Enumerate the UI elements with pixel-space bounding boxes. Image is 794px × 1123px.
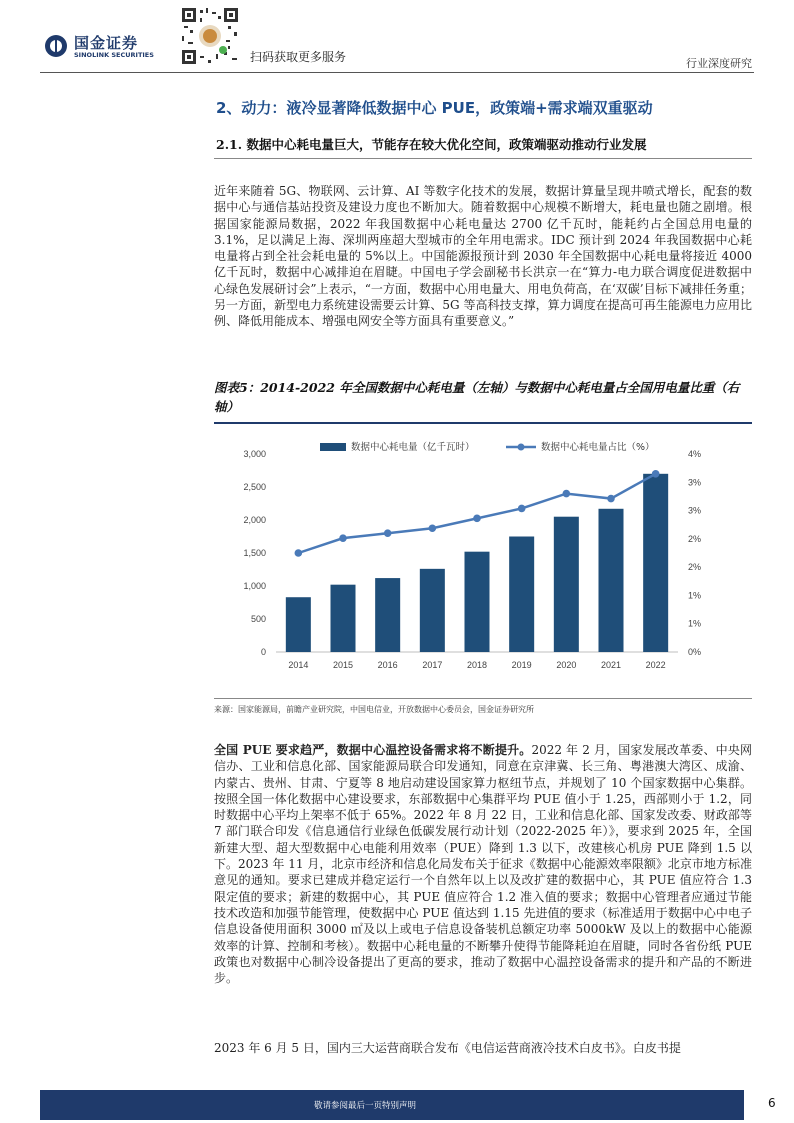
x-tick-label: 2018 [466,660,488,670]
company-logo [44,32,184,62]
left-tick-label: 3,000 [243,449,266,459]
legend-label-bars: 数据中心耗电量（亿千瓦时） [351,442,475,453]
bar [464,552,489,652]
ratio-point [384,529,392,537]
logo-mark-icon [44,34,68,58]
right-tick-label: 0% [688,647,702,657]
right-tick-label: 3% [688,505,702,516]
x-tick-label: 2020 [556,660,577,670]
figure-source: 来源：国家能源局，前瞻产业研究院，中国电信业，开放数据中心委员会，国金证券研究所 [214,705,534,714]
legend-swatch-bars [320,443,346,451]
logo-text-en: SINOLINK SECURITIES [74,51,154,59]
qr-code-icon[interactable] [180,6,240,66]
footer-disclaimer: 敬请参阅最后一页特别声明 [314,1101,417,1111]
ratio-point [429,524,437,532]
x-tick-label: 2019 [511,660,532,670]
x-tick-label: 2015 [332,660,354,670]
x-tick-label: 2016 [377,660,398,670]
subsection-title: 2.1. 数据中心耗电量巨大，节能存在较大优化空间，政策端驱动推动行业发展 [216,137,647,152]
subsection-divider [214,158,752,159]
report-type: 行业深度研究 [686,57,752,70]
figure-title: 图表5：2014-2022 年全国数据中心耗电量（左轴）与数据中心耗电量占全国用电量比重（右轴） [214,380,740,414]
electricity-chart [214,428,752,696]
ratio-point [473,515,481,523]
left-tick-label: 500 [250,614,266,624]
page-number: 6 [768,1096,776,1110]
header-divider [40,72,754,73]
body-paragraph-3: 2023 年 6 月 5 日，国内三大运营商联合发布《电信运营商液冷技术白皮书》。白皮书提 [214,1041,681,1055]
right-tick-label: 1% [688,618,702,629]
ratio-point [518,505,526,513]
ratio-point [652,470,660,478]
bar [330,585,355,652]
ratio-point [339,534,347,542]
ratio-point [563,490,571,498]
left-tick-label: 1,000 [243,581,266,591]
page-footer [0,1090,794,1123]
paragraph-body: 2022 年 2 月，国家发展改革委、中央网信办、工业和信息化部、国家能源局联合印发通知，同意在京津冀、长三角、粤港澳大湾区、成渝、内蒙古、贵州、甘肃、宁夏等 8 地启动建设国家算力枢纽节点，并规划了 10 个国家数据中心集群。按照全国一体化数据中心建设要求，东部数据中心集群平均 PUE 值小于 1.25，西部则小于 1.2，同时数据中心平均上架率不低于 65%。2022 年 8 月 22 日，工业和信息化部、国家发改委、财政部等 7 部门联合印发《信息通信行业绿色低碳发展行动计划（2022-2025 年）》，要求到 2025 年，全国新建大型、超大型数据中心电能利用效率（PUE）降到 1.3 以下，改建核心机房 PUE 降到 1.5 以下。2023 年 11 月，北京市经济和信息化局发布关于征求《数据中心能源效率限额》北京市地方标准意见的通知。要求已建成并稳定运行一个自然年以上以及改扩建的数据中心，其 PUE 值应符合 1.3 限定值的要求；新建的数据中心，其 PUE 值应符合 1.2 准入值的要求；数据中心管理者应通过节能技术改造和加强节能管理，使数据中心 PUE 值达到 1.15 先进值的要求（标准适用于数据中心中电子信息设备使用面积 3000 ㎡及以上或电子信息设备装机总额定功率 5000kW 及以上的数据中心能源效率的计算、控制和考核）。数据中心耗电量的不断攀升使得节能降耗迫在眉睫，同时各省份纸 PUE 政策也对数据中心制冷设备提出了更高的要求，推动了数据中心温控设备需求的提升和产品的不断进步。 [214,743,752,986]
right-tick-label: 4% [688,449,702,459]
bar [420,569,445,652]
x-tick-label: 2017 [422,660,443,670]
ratio-point [295,549,303,557]
right-tick-label: 1% [688,590,702,601]
figure-top-rule [214,422,752,424]
bar [286,597,311,652]
x-tick-label: 2022 [645,660,666,670]
x-tick-label: 2014 [288,660,309,670]
bar [375,578,400,652]
left-tick-label: 2,000 [243,515,266,525]
scan-text: 扫码获取更多服务 [250,50,347,64]
bar [598,509,623,652]
body-paragraph-2 [214,742,752,986]
legend-marker-line [518,444,525,451]
ratio-point [607,495,615,503]
section-title: 2、动力：液冷显著降低数据中心 PUE，政策端+需求端双重驱动 [216,99,653,117]
legend-label-line: 数据中心耗电量占比（%） [541,442,655,453]
right-tick-label: 2% [688,562,702,573]
paragraph-lead: 全国 PUE 要求趋严，数据中心温控设备需求将不断提升。 [214,743,532,757]
bar [643,474,668,652]
left-tick-label: 2,500 [243,482,266,492]
right-tick-label: 2% [688,533,702,544]
x-tick-label: 2021 [600,660,622,670]
body-paragraph-1: 近年来随着 5G、物联网、云计算、AI 等数字化技术的发展，数据计算量呈现井喷式增长，配套的数据中心与通信基站投资及建设力度也不断加大。随着数据中心规模不断增大，耗电量也随之剧增。根据国家能源局数据，2022 年我国数据中心耗电量达 2700 亿千瓦时，能耗约占全国总用电量的 3.1%，足以满足上海、深圳两座超大型城市的全年用电需求。IDC 预计到 2024 年我国数据中心耗电量将占到全社会耗电量的 5%以上。中国能源报预计到 2030 年全国数据中心耗电量将接近 4000 亿千瓦时，数据中心减排迫在眉睫。中国电子学会副秘书长洪京一在“算力-电力联合调度促进数据中心绿色发展研讨会”上表示，“一方面，数据中心用电量大、用电负荷高，在‘双碳’目标下减排任务重；另一方面，新型电力系统建设需要云计算、5G 等高科技支撑，算力调度在提高可再生能源电力应用比例、降低用能成本、增强电网安全等方面具有重要意义。” [214,184,752,329]
right-tick-label: 3% [688,477,702,488]
figure-bottom-rule [214,698,752,699]
left-tick-label: 0 [260,647,266,657]
bar [509,537,534,653]
left-tick-label: 1,500 [243,548,266,558]
logo-text-cn: 国金证券 [74,34,139,52]
bar [554,517,579,652]
